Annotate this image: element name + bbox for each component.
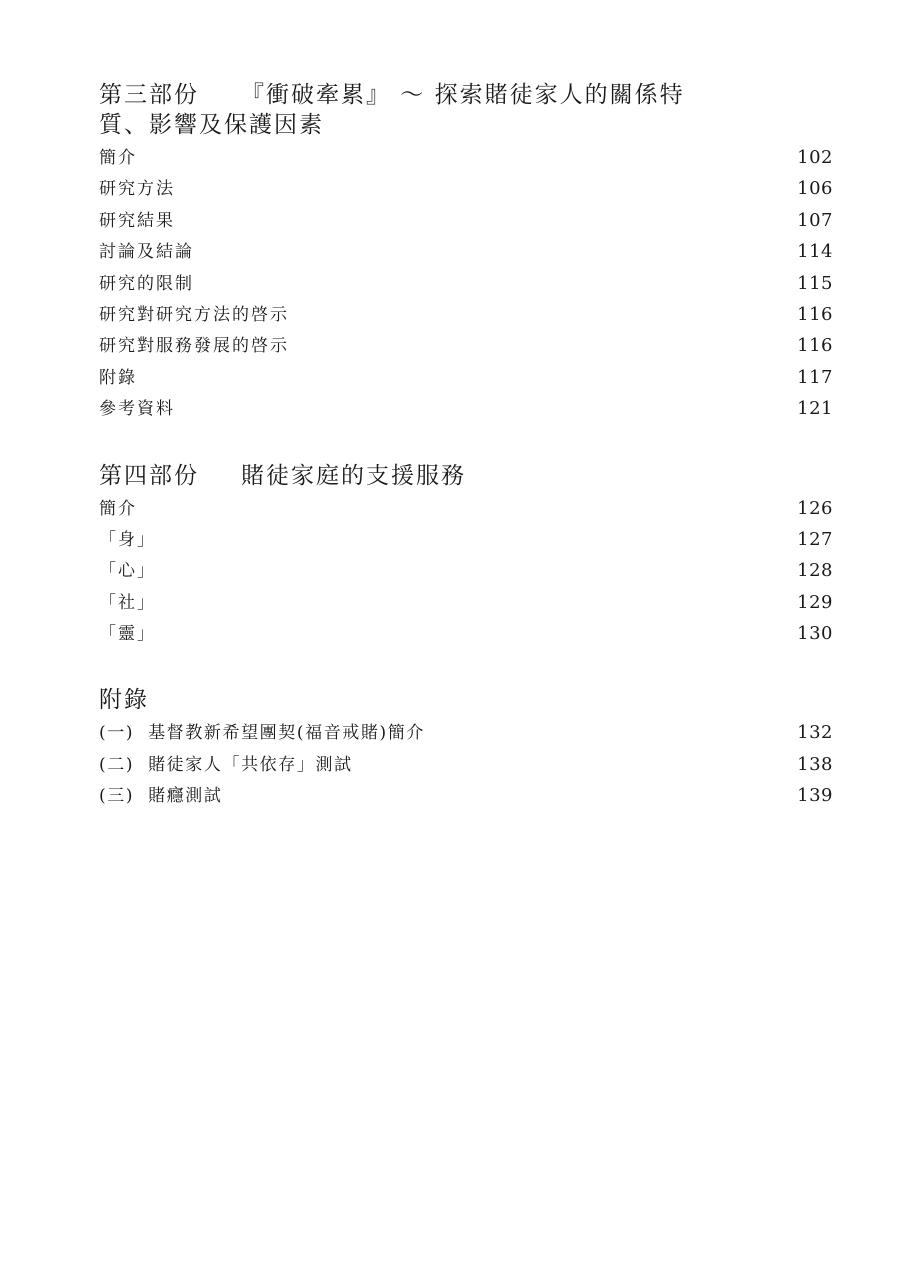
toc-entry-label xyxy=(99,718,425,749)
toc-entry-text: 賭癮測試 xyxy=(148,786,223,807)
toc-entry-label: 附錄 xyxy=(99,367,137,388)
toc-entry-page: 138 xyxy=(797,753,833,775)
toc-entry[interactable] xyxy=(99,173,833,204)
toc-entry-label: 研究對研究方法的啓示 xyxy=(99,304,289,325)
toc-section-appendix xyxy=(99,685,833,811)
toc-entry[interactable] xyxy=(99,330,833,361)
toc-entry[interactable] xyxy=(99,268,833,299)
table-of-contents xyxy=(99,80,833,848)
toc-entry-label: 研究的限制 xyxy=(99,273,194,294)
toc-entry[interactable] xyxy=(99,236,833,267)
toc-entry-number: (二) xyxy=(99,754,135,775)
toc-entry-label: 「靈」 xyxy=(99,624,156,645)
toc-entry-text: 賭徒家人「共依存」測試 xyxy=(148,754,353,775)
toc-entry-label: 研究對服務發展的啓示 xyxy=(99,336,289,357)
toc-entry[interactable] xyxy=(99,717,833,748)
toc-entry-page: 116 xyxy=(797,335,833,357)
section-heading xyxy=(99,461,833,491)
toc-entry-text: 基督教新希望團契(福音戒賭)簡介 xyxy=(148,723,425,744)
toc-entry[interactable] xyxy=(99,493,833,524)
section-heading xyxy=(99,685,833,715)
toc-entry-page: 114 xyxy=(797,241,833,263)
toc-entry-label: 簡介 xyxy=(99,148,137,168)
toc-entry-label: 研究結果 xyxy=(99,210,175,231)
toc-entry-label: 「社」 xyxy=(99,592,156,613)
toc-entry-page: 115 xyxy=(797,272,833,294)
section-part-label: 第四部份 xyxy=(99,462,199,489)
toc-entry-label: 研究方法 xyxy=(99,179,175,200)
toc-entry-label xyxy=(99,750,353,781)
toc-entry[interactable] xyxy=(99,618,833,649)
toc-entry[interactable] xyxy=(99,205,833,236)
toc-entry-number: (三) xyxy=(99,786,135,807)
toc-entry-page: 127 xyxy=(797,528,833,550)
toc-entry[interactable] xyxy=(99,555,833,586)
section-part-label: 附錄 xyxy=(99,687,149,714)
toc-entry-page: 107 xyxy=(797,209,833,231)
toc-entry-page: 139 xyxy=(797,785,833,807)
toc-entry-label xyxy=(99,781,222,812)
toc-entry[interactable] xyxy=(99,362,833,393)
toc-entry-label: 簡介 xyxy=(99,498,137,519)
section-title-line1: 賭徒家庭的支援服務 xyxy=(241,462,466,489)
toc-entry-page: 126 xyxy=(797,497,833,519)
toc-entry-page: 116 xyxy=(797,303,833,325)
toc-entry-page: 130 xyxy=(797,623,833,645)
toc-section-part-4 xyxy=(99,461,833,650)
toc-entry-page: 128 xyxy=(797,560,833,582)
toc-entry[interactable] xyxy=(99,587,833,618)
toc-entry-label: 參考資料 xyxy=(99,399,175,420)
section-title-line1: 『衝破牽累』 ～ 探索賭徒家人的關係特 xyxy=(241,82,685,108)
toc-entry-page: 129 xyxy=(797,591,833,613)
toc-entry[interactable] xyxy=(99,393,833,424)
toc-entry-page: 121 xyxy=(797,398,833,420)
toc-entry-number: (一) xyxy=(99,723,135,744)
toc-entry[interactable] xyxy=(99,749,833,780)
section-heading xyxy=(99,80,833,140)
toc-section-part-3 xyxy=(99,80,833,425)
toc-entry[interactable] xyxy=(99,524,833,555)
toc-entry[interactable] xyxy=(99,299,833,330)
toc-entry-label: 「身」 xyxy=(99,529,156,550)
toc-entry-page: 117 xyxy=(797,366,833,388)
section-part-label: 第三部份 xyxy=(99,82,199,108)
toc-entry[interactable] xyxy=(99,780,833,811)
toc-entry-page: 132 xyxy=(797,722,833,744)
toc-entry-page: 102 xyxy=(797,147,833,168)
toc-entry-page: 106 xyxy=(797,178,833,200)
toc-entry[interactable] xyxy=(99,142,833,173)
toc-entry-label: 討論及結論 xyxy=(99,242,194,263)
section-title-line2: 質、影響及保護因素 xyxy=(99,112,324,138)
toc-entry-label: 「心」 xyxy=(99,561,156,582)
